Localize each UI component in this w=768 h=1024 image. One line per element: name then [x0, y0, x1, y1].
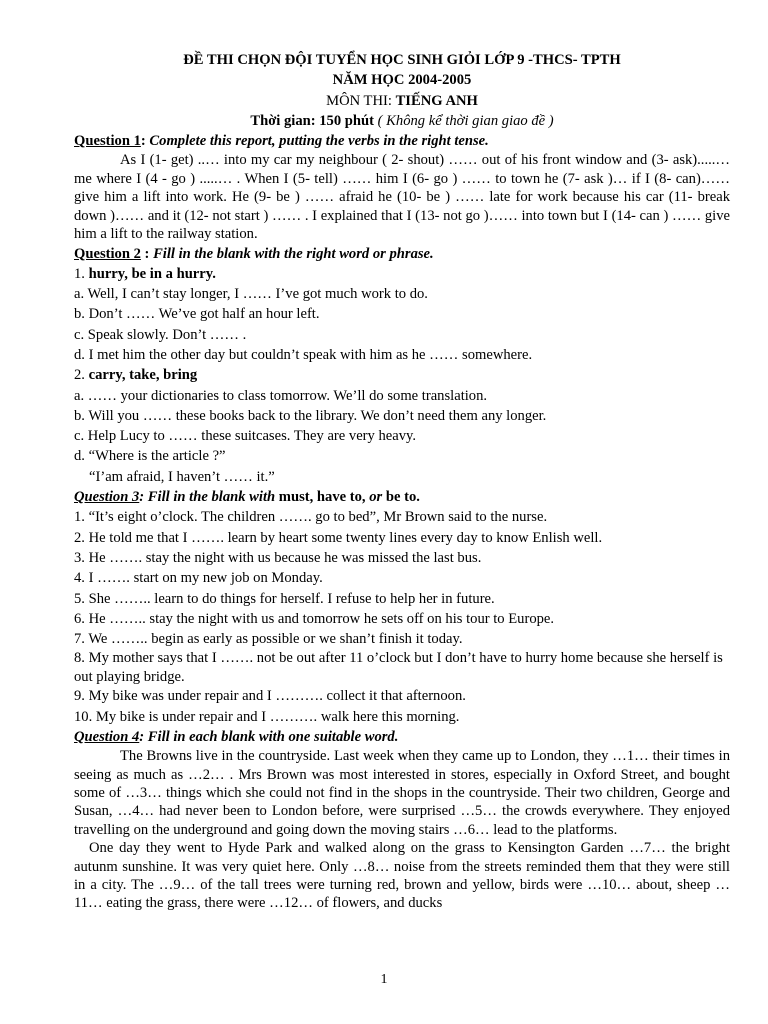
- school-year: NĂM HỌC 2004-2005: [332, 72, 472, 89]
- q3-item: 7. We …….. begin as early as possible or we shan’t finish it today.: [74, 631, 463, 648]
- q4-paragraph-1: The Browns live in the countryside. Last week when they came up to London, they …1… their times in seeing as much as …2… . Mrs Brown was most interested in stores, especially in Oxford Street, and bought some of …3… things which she could not find in the shops in the countryside. Their two children, George and Susan, …4… had never been to London before, were surprised …5… the crowds everywhere. They enjoyed travelling on the underground and going down the moving stairs …6… lead to the platforms.: [74, 748, 730, 838]
- q2-group2-item: c. Help Lucy to …… these suitcases. They are very heavy.: [74, 428, 417, 445]
- exam-page: [74, 50, 730, 913]
- q2-group1-title: [74, 264, 730, 284]
- q3-item: 9. My bike was under repair and I ………. collect it that afternoon.: [74, 688, 466, 705]
- q1-colon: :: [140, 133, 146, 150]
- subject-name: TIẾNG ANH: [395, 92, 478, 109]
- q2-group1-words: hurry, be in a hurry.: [88, 265, 216, 282]
- q4-colon: :: [139, 728, 145, 745]
- q3-must-have: must, have to,: [278, 489, 366, 506]
- q3-item: 8. My mother says that I ……. not be out after 11 o’clock but I don’t have to hurry home because she herself is out playing bridge.: [74, 650, 723, 685]
- q3-item: 1. “It’s eight o’clock. The children ……. go to bed”, Mr Brown said to the nurse.: [74, 509, 548, 526]
- q4-paragraph-2: One day they went to Hyde Park and walked along on the grass to Kensington Garden …7… the bright autunm sunshine. It was very quiet here. Only …8… noise from the streets reminded them that they were still in a city. The …9… of the tall trees were turning red, brown and yellow, birds were …10… about, sheep …11… eating the grass, there were …12… of flowers, and ducks: [74, 840, 730, 912]
- q2-group1-item: b. Don’t …… We’ve got half an hour left.: [74, 306, 320, 323]
- q3-item: 4. I ……. start on my new job on Monday.: [74, 570, 323, 587]
- time-label: Thời gian: 150 phút: [250, 112, 374, 129]
- q2-colon: :: [140, 245, 150, 262]
- time-line: [74, 111, 730, 131]
- q2-heading: [74, 244, 730, 264]
- q3-label: Question 3: [74, 489, 140, 506]
- q3-instruction: Fill in the blank with: [144, 489, 279, 506]
- q1-report-text: As I (1- get) ..… into my car my neighbour ( 2- shout) …… out of his front window and (3- ask).....… me where I (4 - go ) .....… . When I (5- tell) …… him I (6- go ) …… to town he (7- ask )… if I (8- can)…… give him a lift into work. He (9- be ) …… afraid he (10- be ) …… late for work because his car (11- break down )…… and it (12- not start ) …… . I explained that I (13- not go )…… into town but I (14- can ) …… give him a lift to the railway station.: [74, 152, 730, 243]
- q2-group1-item: d. I met him the other day but couldn’t speak with him as he …… somewhere.: [74, 347, 533, 363]
- q2-group2-title: [74, 365, 730, 385]
- q4-heading: [74, 727, 730, 747]
- q2-group2-item: b. Will you …… these books back to the library. We don’t need them any longer.: [74, 407, 547, 424]
- q4-instruction: Fill in each blank with one suitable word.: [144, 728, 399, 745]
- q2-group2-item: a. …… your dictionaries to class tomorrow. We’ll do some translation.: [74, 387, 488, 404]
- q2-group2-reply: “I’am afraid, I haven’t …… it.”: [89, 468, 275, 485]
- q3-colon: :: [139, 489, 145, 506]
- q2-label: Question 2: [74, 245, 141, 262]
- q3-item: 6. He …….. stay the night with us and tomorrow he sets off on his tour to Europe.: [74, 610, 555, 627]
- q2-group1-item: a. Well, I can’t stay longer, I …… I’ve got much work to do.: [74, 286, 428, 303]
- q3-item: 10. My bike is under repair and I ………. walk here this morning.: [74, 708, 460, 725]
- q3-or: or: [365, 489, 386, 506]
- q4-label: Question 4: [74, 728, 140, 745]
- time-note: ( Không kể thời gian giao đề ): [374, 112, 554, 129]
- q2-group1-number: 1.: [74, 265, 89, 282]
- q3-be-to: be to.: [385, 489, 420, 506]
- q3-item: 3. He ……. stay the night with us because he was missed the last bus.: [74, 549, 482, 566]
- exam-title: ĐỀ THI CHỌN ĐỘI TUYỂN HỌC SINH GIỎI LỚP 9 -THCS- TPTH: [183, 52, 621, 68]
- q3-item: 5. She …….. learn to do things for herself. I refuse to help her in future.: [74, 590, 495, 607]
- q2-instruction: Fill in the blank with the right word or phrase.: [149, 245, 434, 262]
- q1-label: Question 1: [74, 133, 141, 150]
- subject-line: [74, 91, 730, 111]
- q3-heading: [74, 487, 730, 507]
- q1-heading: [74, 131, 730, 151]
- page-number: 1: [380, 972, 388, 987]
- q2-group1-item: c. Speak slowly. Don’t …… .: [74, 326, 247, 343]
- q1-instruction: Complete this report, putting the verbs in the right tense.: [145, 133, 489, 150]
- q2-group2-item: d. “Where is the article ?”: [74, 448, 226, 465]
- q2-group2-number: 2.: [74, 367, 89, 384]
- subject-prefix: MÔN THI:: [326, 92, 396, 109]
- q2-group2-words: carry, take, bring: [88, 367, 198, 384]
- q3-item: 2. He told me that I ……. learn by heart some twenty lines every day to know Enlish well.: [74, 529, 603, 546]
